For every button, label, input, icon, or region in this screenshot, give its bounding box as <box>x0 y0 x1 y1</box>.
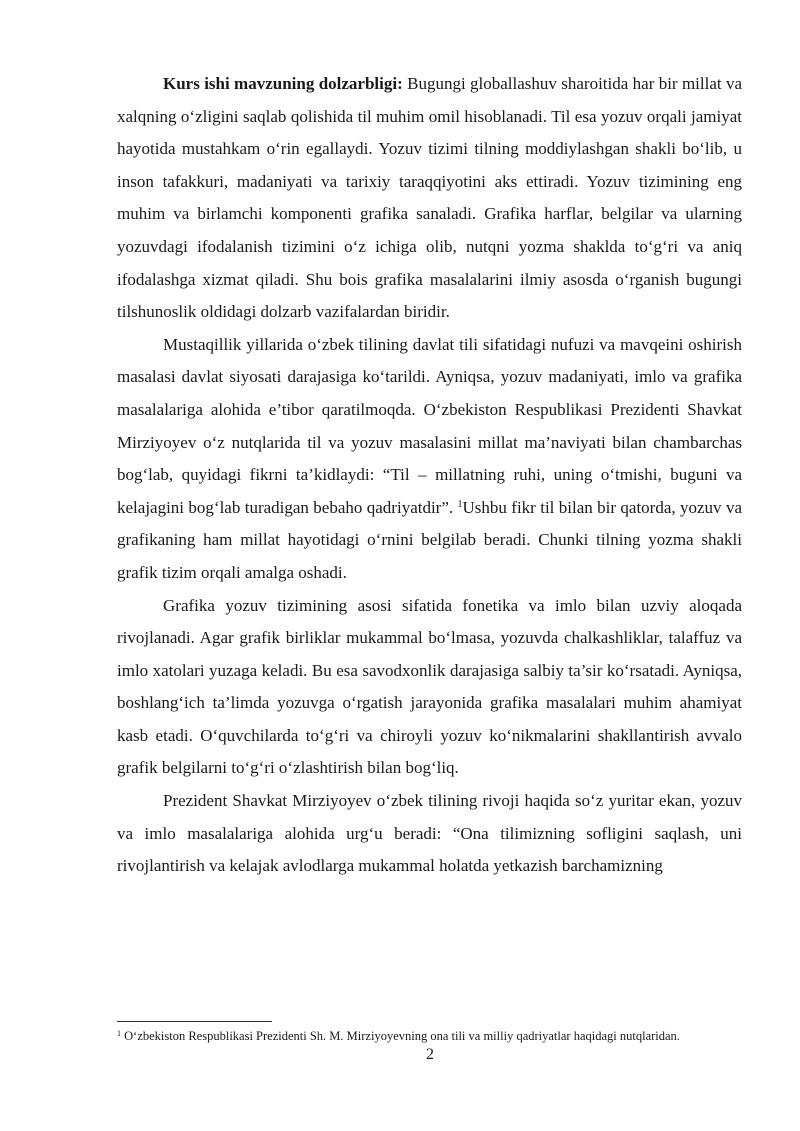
footnote-reference[interactable]: 1 <box>457 498 463 510</box>
footnote-separator <box>117 1021 272 1022</box>
paragraph-text: Grafika yozuv tizimining asosi sifatida fonetika va imlo bilan uzviy aloqada rivojlanadi. Agar grafik birliklar mukammal bo‘lmasa, yozuvda chalkashliklar, talaffuz va imlo xatolari yuzaga keladi. Bu esa savodxonlik darajasiga salbiy ta’sir ko‘rsatadi. Ayniqsa, boshlang‘ich ta’limda yozuvga o‘rgatish jarayonida grafika masalalari muhim ahamiyat kasb etadi. O‘quvchilarda to‘g‘ri va chiroyli yozuv ko‘nikmalarini shakllantirish avvalo grafik belgilarni to‘g‘ri o‘zlashtirish bilan bog‘liq. <box>117 595 742 778</box>
paragraph-lead-heading: Kurs ishi mavzuning dolzarbligi: <box>163 74 403 93</box>
footnote-marker: 1 <box>117 1029 121 1038</box>
page-number: 2 <box>426 1046 434 1063</box>
paragraph-independence <box>117 329 742 590</box>
paragraph-graphics <box>117 590 742 786</box>
paragraph-text: Ushbu fikr til bilan bir qatorda, yozuv va grafikaning ham millat hayotidagi o‘rnini belgilab beradi. Chunki tilning yozma shakli grafik tizim orqali amalga oshadi. <box>117 497 742 582</box>
paragraph-text: Prezident Shavkat Mirziyoyev o‘zbek tilining rivoji haqida so‘z yuritar ekan, yozuv va imlo masalalariga alohida urg‘u beradi: “Ona tilimizning sofligini saqlash, uni rivojlantirish va kelajak avlodlarga mukammal holatda yetkazish barchamizning <box>117 791 742 876</box>
footnote-text: O‘zbekiston Respublikasi Prezidenti Sh. M. Mirziyoyevning ona tili va milliy qadriyatlar haqidagi nutqlaridan. <box>121 1029 680 1043</box>
paragraph-relevance <box>117 68 742 329</box>
page-body <box>117 68 742 883</box>
footnote <box>117 1028 757 1044</box>
paragraph-text: Mustaqillik yillarida o‘zbek tilining davlat tili sifatidagi nufuzi va mavqeini oshirish masalasi davlat siyosati darajasiga ko‘tarildi. Ayniqsa, yozuv madaniyati, imlo va grafika masalalariga alohida e’tibor qaratilmoqda. O‘zbekiston Respublikasi Prezidenti Shavkat Mirziyoyev o‘z nutqlarida til va yozuv masalasini millat ma’naviyati bilan chambarchas bog‘lab, quyidagi fikrni ta’kidlaydi: “Til – millatning ruhi, uning o‘tmishi, buguni va kelajagini bog‘lab turadigan bebaho qadriyatdir”. <box>117 334 742 517</box>
paragraph-president <box>117 785 742 883</box>
paragraph-text: Bugungi globallashuv sharoitida har bir millat va xalqning o‘zligini saqlab qolishida til muhim omil hisoblanadi. Til esa yozuv orqali jamiyat hayotida mustahkam o‘rin egallaydi. Yozuv tizimi tilning moddiylashgan shakli bo‘lib, u inson tafakkuri, madaniyati va tarixiy taraqqiyotini aks ettiradi. Yozuv tizimining eng muhim va birlamchi komponenti grafika sanaladi. Grafika harflar, belgilar va ularning yozuvdagi ifodalanish tizimini o‘z ichiga olib, nutqni yozma shaklda to‘g‘ri va aniq ifodalashga xizmat qiladi. Shu bois grafika masalalarini ilmiy asosda o‘rganish bugungi tilshunoslik oldidagi dolzarb vazifalardan biridir. <box>117 74 742 322</box>
